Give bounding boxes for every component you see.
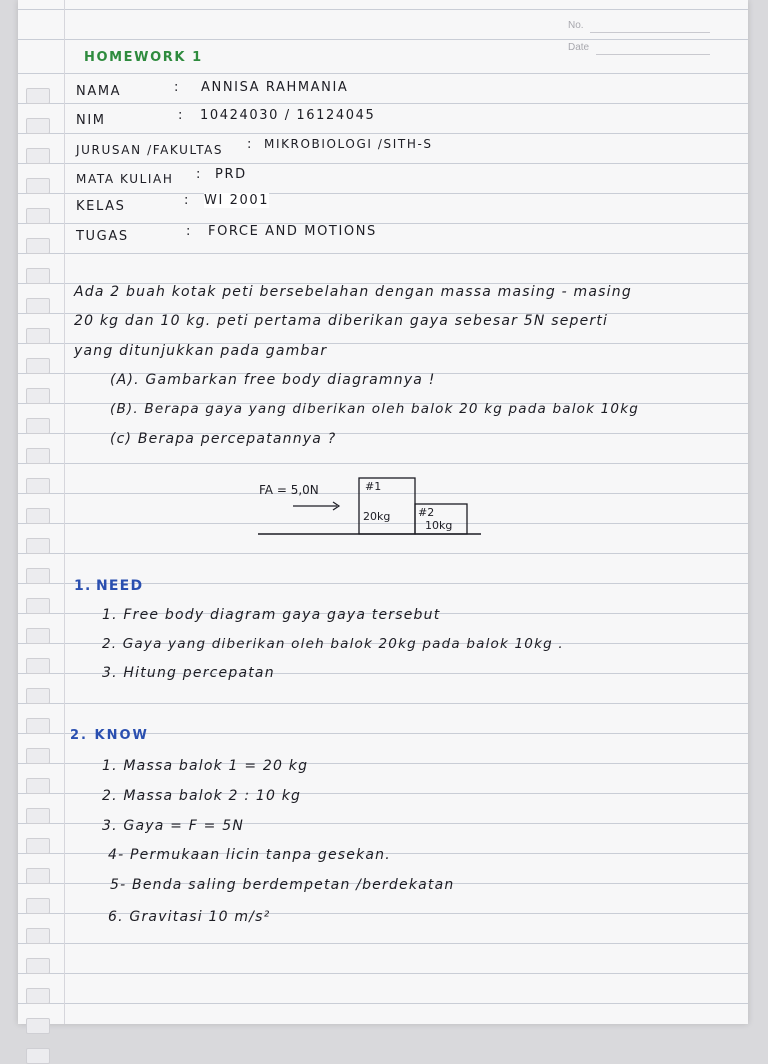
binding-hole [26, 298, 50, 314]
box-1-id: #1 [365, 480, 382, 493]
binding-hole [26, 448, 50, 464]
info-sep: : [247, 137, 253, 152]
info-label: MATA KULIAH [76, 172, 174, 186]
info-value: ANNISA RAHMANIA [201, 80, 349, 95]
binding-hole [26, 388, 50, 404]
info-sep: : [184, 193, 190, 208]
binding-hole [26, 148, 50, 164]
box-2-mass: 10kg [425, 519, 453, 532]
notebook-page [18, 0, 748, 1024]
binding-hole [26, 358, 50, 374]
binding-hole [26, 88, 50, 104]
question-b: (B). Berapa gaya yang diberikan oleh balok 20 kg pada balok 10kg [110, 401, 639, 417]
info-sep: : [174, 80, 180, 95]
binding-hole [26, 778, 50, 794]
need-item: 1. Free body diagram gaya gaya tersebut [102, 607, 441, 623]
binding-hole [26, 658, 50, 674]
binding-hole [26, 538, 50, 554]
binding-hole [26, 508, 50, 524]
know-heading: 2. KNOW [70, 728, 149, 743]
binding-hole [26, 478, 50, 494]
page-title: HOMEWORK 1 [84, 50, 203, 65]
need-item: 2. Gaya yang diberikan oleh balok 20kg pada balok 10kg . [102, 636, 564, 652]
info-label: TUGAS [76, 229, 129, 244]
binding-hole [26, 988, 50, 1004]
binding-hole [26, 178, 50, 194]
binding-hole [26, 868, 50, 884]
problem-line: yang ditunjukkan pada gambar [74, 343, 328, 359]
binding-hole [26, 628, 50, 644]
info-sep: : [196, 167, 202, 182]
need-item: 3. Hitung percepatan [102, 665, 275, 681]
date-label: Date [568, 42, 590, 53]
binding-hole [26, 748, 50, 764]
info-sep: : [178, 108, 184, 123]
info-label: NIM [76, 113, 106, 128]
binding-hole [26, 268, 50, 284]
info-label: KELAS [76, 199, 126, 214]
binding-hole [26, 118, 50, 134]
know-item: 5- Benda saling berdempetan /berdekatan [110, 877, 455, 893]
binding-hole [26, 208, 50, 224]
binding-hole [26, 1018, 50, 1034]
info-label: JURUSAN /FAKULTAS [76, 143, 224, 157]
binding-hole [26, 568, 50, 584]
binding-hole [26, 898, 50, 914]
binding-hole [26, 238, 50, 254]
box-diagram-drawing [253, 472, 493, 542]
question-a: (A). Gambarkan free body diagramnya ! [110, 372, 436, 388]
binding-hole [26, 718, 50, 734]
problem-line: 20 kg dan 10 kg. peti pertama diberikan gaya sebesar 5N seperti [74, 313, 609, 329]
info-value: WI 2001 [204, 193, 270, 208]
question-c: (c) Berapa percepatannya ? [110, 431, 337, 447]
margin-line [64, 0, 65, 1024]
no-label: No. [568, 20, 584, 31]
no-line [590, 32, 710, 33]
box-diagram [253, 472, 493, 542]
box-2-id: #2 [418, 506, 435, 519]
binding-hole [26, 928, 50, 944]
binding-hole [26, 328, 50, 344]
binding-hole [26, 838, 50, 854]
need-number: 1. [74, 578, 92, 594]
know-item: 1. Massa balok 1 = 20 kg [102, 758, 309, 774]
box-1-mass: 20kg [363, 510, 391, 523]
force-label: FA = 5,0N [259, 483, 319, 497]
problem-line: Ada 2 buah kotak peti bersebelahan dengan massa masing - masing [74, 284, 632, 300]
info-value: MIKROBIOLOGI /SITH-S [264, 137, 433, 151]
need-heading: NEED [96, 578, 144, 594]
info-value: FORCE AND MOTIONS [208, 224, 377, 239]
info-value: PRD [215, 167, 247, 182]
binding-hole [26, 1048, 50, 1064]
know-item: 3. Gaya = F = 5N [102, 818, 244, 834]
binding-hole [26, 598, 50, 614]
info-sep: : [186, 224, 192, 239]
info-label: NAMA [76, 84, 122, 99]
date-line [596, 54, 710, 55]
know-item: 4- Permukaan licin tanpa gesekan. [108, 847, 391, 863]
binding-hole [26, 958, 50, 974]
know-item: 2. Massa balok 2 : 10 kg [102, 788, 302, 804]
know-item: 6. Gravitasi 10 m/s² [108, 909, 271, 925]
binding-hole [26, 808, 50, 824]
binding-hole [26, 418, 50, 434]
binding-hole [26, 688, 50, 704]
info-value: 10424030 / 16124045 [200, 108, 376, 123]
